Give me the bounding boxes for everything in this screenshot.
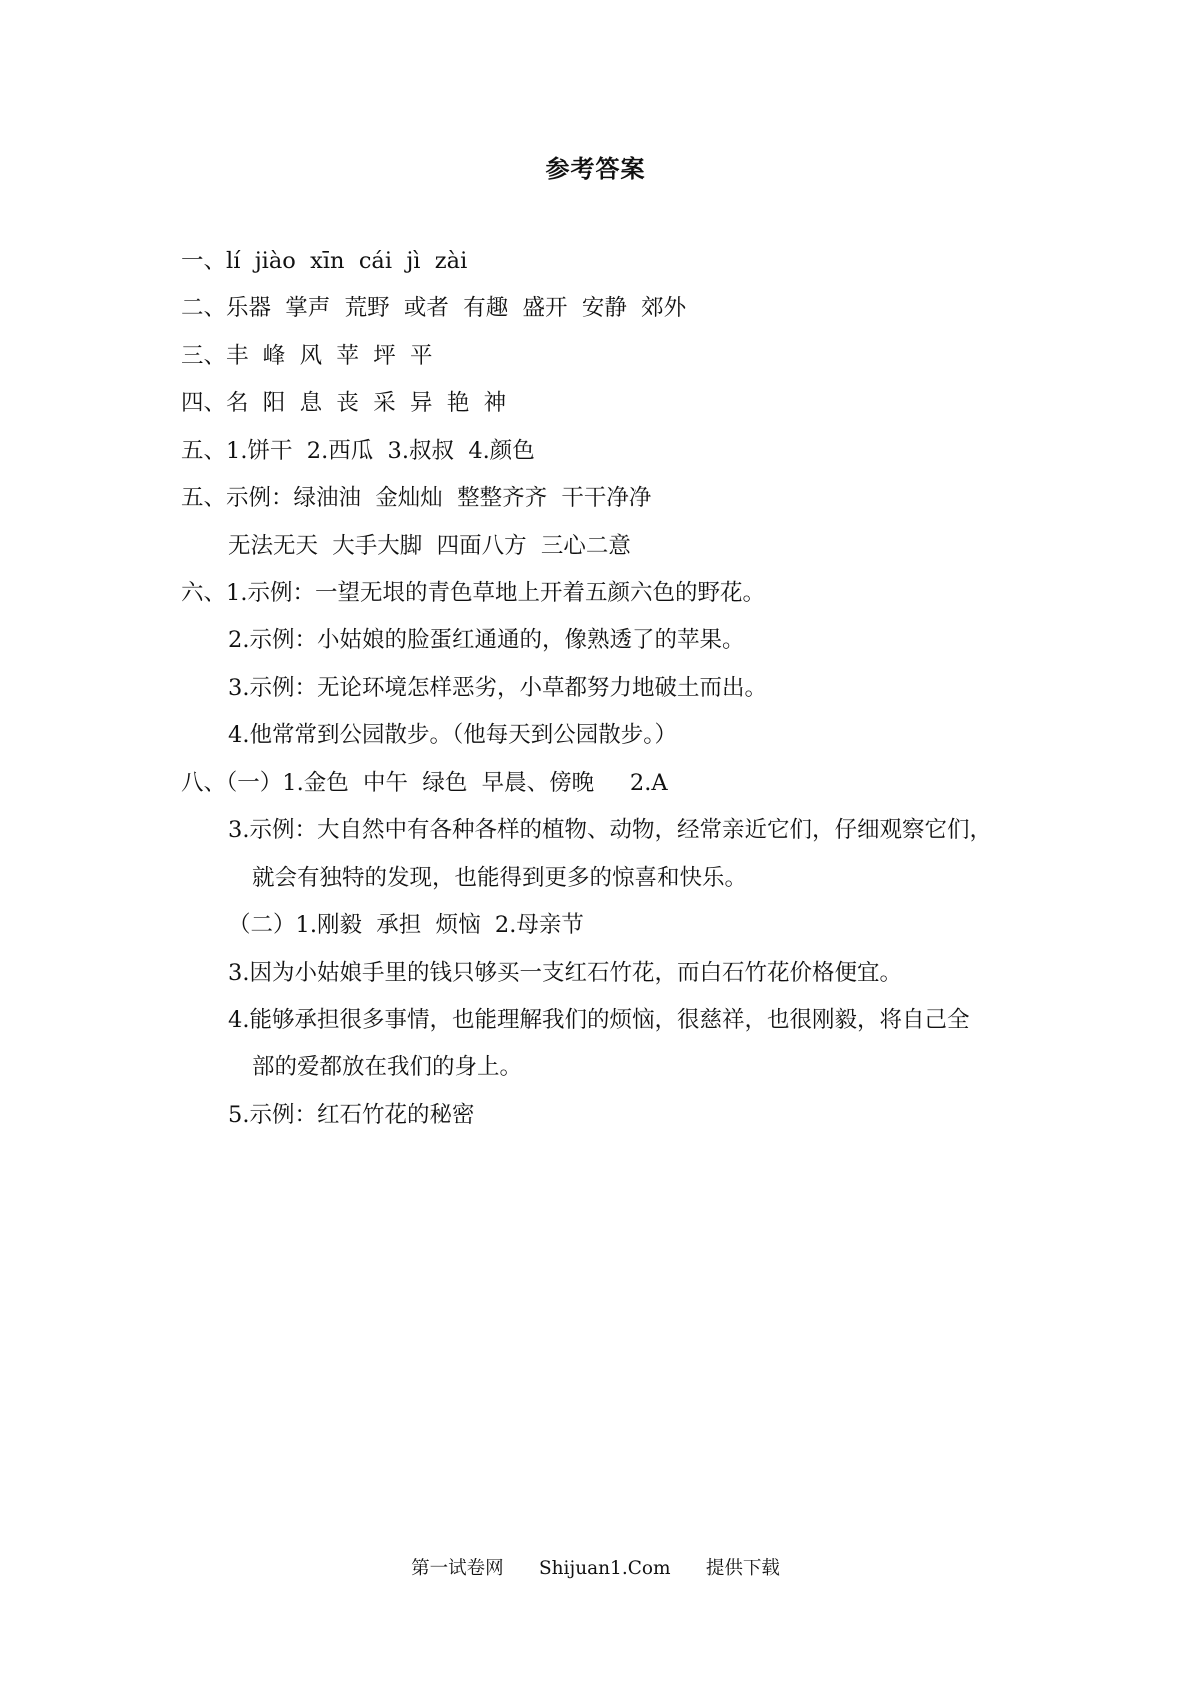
answer-line-11: 4.他常常到公园散步。（他每天到公园散步。） xyxy=(228,722,677,748)
answer-line-7: 无法无天 大手大脚 四面八方 三心二意 xyxy=(228,533,631,559)
answer-line-1: 一、lí jiào xīn cái jì zài xyxy=(181,248,468,274)
answer-line-15: （二）1.刚毅 承担 烦恼 2.母亲节 xyxy=(228,912,584,938)
answer-line-18: 部的爱都放在我们的身上。 xyxy=(252,1054,523,1080)
answer-line-6: 五、示例：绿油油 金灿灿 整整齐齐 干干净净 xyxy=(181,485,652,511)
answer-line-4: 四、名 阳 息 丧 采 异 艳 神 xyxy=(181,390,507,416)
answer-line-12: 八、（一）1.金色 中午 绿色 早晨、傍晚 2.A xyxy=(181,770,668,796)
answer-line-3: 三、丰 峰 风 苹 坪 平 xyxy=(181,343,433,369)
answer-line-5: 五、1.饼干 2.西瓜 3.叔叔 4.颜色 xyxy=(181,438,535,464)
answer-line-19: 5.示例：红石竹花的秘密 xyxy=(228,1102,475,1128)
answer-line-14: 就会有独特的发现，也能得到更多的惊喜和快乐。 xyxy=(252,865,748,891)
answer-line-8: 六、1.示例：一望无垠的青色草地上开着五颜六色的野花。 xyxy=(181,580,765,606)
answer-line-2: 二、乐器 掌声 荒野 或者 有趣 盛开 安静 郊外 xyxy=(181,295,687,321)
page-footer: 第一试卷网 Shijuan1.Com 提供下载 xyxy=(411,1558,780,1579)
answer-line-10: 3.示例：无论环境怎样恶劣，小草都努力地破土而出。 xyxy=(228,675,767,701)
answer-line-17: 4.能够承担很多事情，也能理解我们的烦恼，很慈祥，也很刚毅，将自己全 xyxy=(228,1007,970,1033)
answer-line-13: 3.示例：大自然中有各种各样的植物、动物，经常亲近它们，仔细观察它们， xyxy=(228,817,992,843)
answer-line-9: 2.示例：小姑娘的脸蛋红通通的，像熟透了的苹果。 xyxy=(228,627,745,653)
page-title: 参考答案 xyxy=(545,155,646,183)
answer-line-16: 3.因为小姑娘手里的钱只够买一支红石竹花，而白石竹花价格便宜。 xyxy=(228,960,902,986)
